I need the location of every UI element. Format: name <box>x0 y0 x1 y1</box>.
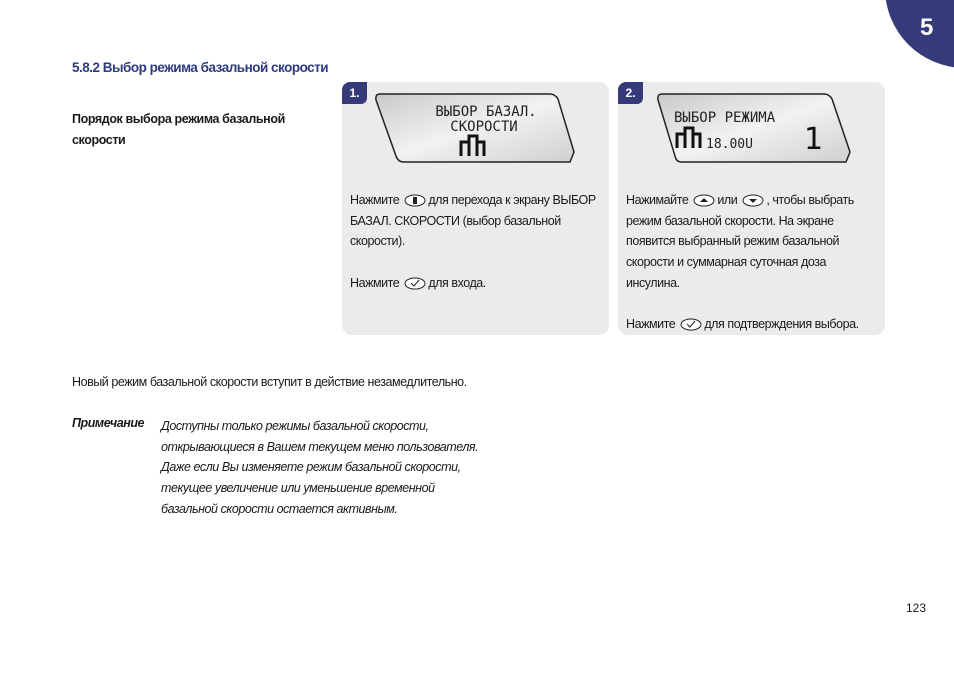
subheading: Порядок выбора режима базальной скорости <box>72 112 285 147</box>
check-button-icon <box>680 318 702 331</box>
lcd-mode-number: 1 <box>804 122 824 157</box>
lcd-line-1: ВЫБОР РЕЖИМА <box>674 110 776 126</box>
step-panel-2 <box>618 82 885 335</box>
step-instructions: Нажмите для перехода к экрану ВЫБОР БАЗАЛ. СКОРОСТИ (выбор базальной скорости). Нажмите для входа. <box>350 193 596 290</box>
page-number: 123 <box>906 601 927 615</box>
menu-button-icon <box>404 194 426 207</box>
new-mode-text: Новый режим базальной скорости вступит в действие незамедлительно. <box>72 375 467 389</box>
pump-lcd-screen <box>372 90 577 166</box>
step-panel-1 <box>342 82 609 335</box>
step-badge: 1. <box>342 82 367 104</box>
note-text: Доступны только режимы базальной скорости, открывающиеся в Вашем текущем меню пользователя. Даже если Вы изменяете режим базальной скорости, текущее увеличение или уменьшение временной базальной скорости остается активным. <box>161 419 479 516</box>
lcd-line-1: ВЫБОР БАЗАЛ. <box>435 104 537 120</box>
chapter-number: 5 <box>920 14 934 41</box>
lcd-line-2: СКОРОСТИ <box>450 119 518 135</box>
section-heading: 5.8.2 Выбор режима базальной скорости <box>72 60 329 75</box>
pump-lcd-screen <box>654 90 854 166</box>
check-button-icon <box>404 277 426 290</box>
up-button-icon <box>693 194 715 207</box>
step-badge: 2. <box>618 82 643 104</box>
lcd-total-dose: 18.00U <box>706 137 753 152</box>
step-instructions: Нажимайте или , чтобы выбрать режим базальной скорости. На экране появится выбранный режим базальной скорости и суммарная суточная доза инсулина. Нажмите для подтверждения выбора. <box>626 193 859 332</box>
down-button-icon <box>742 194 764 207</box>
note-label: Примечание <box>72 416 145 430</box>
